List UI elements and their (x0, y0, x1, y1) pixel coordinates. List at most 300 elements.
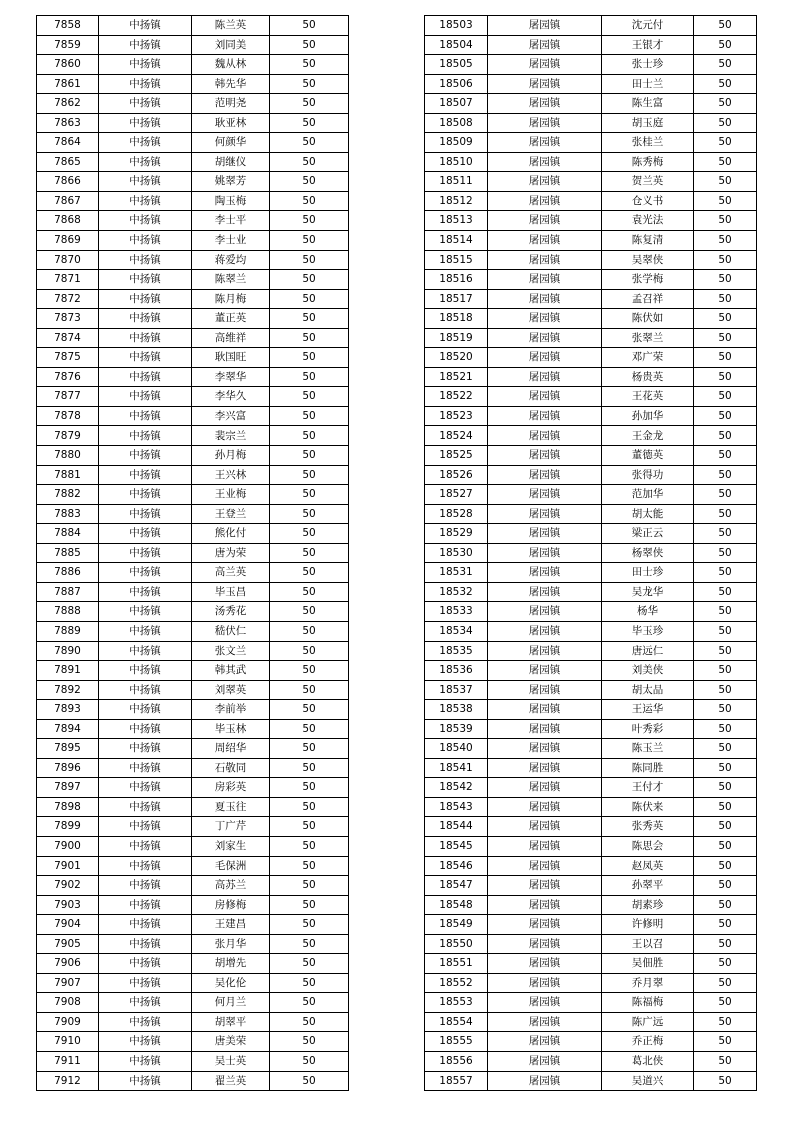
amount-cell: 50 (270, 465, 349, 485)
name-cell: 张士珍 (602, 55, 694, 75)
amount-cell: 50 (694, 661, 757, 681)
table-row (37, 934, 349, 954)
table-row (425, 16, 757, 36)
table-row (425, 426, 757, 446)
name-cell: 乔月翠 (602, 973, 694, 993)
serial-number-cell: 7896 (37, 758, 99, 778)
name-cell: 毕玉昌 (192, 582, 270, 602)
name-cell: 耿亚林 (192, 113, 270, 133)
town-cell: 屠园镇 (488, 446, 602, 466)
name-cell: 董德英 (602, 446, 694, 466)
serial-number-cell: 18515 (425, 250, 488, 270)
table-row (37, 817, 349, 837)
amount-cell: 50 (270, 602, 349, 622)
serial-number-cell: 18553 (425, 993, 488, 1013)
town-cell: 中扬镇 (99, 954, 192, 974)
serial-number-cell: 7877 (37, 387, 99, 407)
amount-cell: 50 (694, 465, 757, 485)
name-cell: 裴宗兰 (192, 426, 270, 446)
amount-cell: 50 (694, 113, 757, 133)
name-cell: 杨华 (602, 602, 694, 622)
table-row (425, 1012, 757, 1032)
town-cell: 中扬镇 (99, 1032, 192, 1052)
table-row (37, 621, 349, 641)
town-cell: 中扬镇 (99, 543, 192, 563)
serial-number-cell: 7860 (37, 55, 99, 75)
name-cell: 葛北侠 (602, 1051, 694, 1071)
serial-number-cell: 18551 (425, 954, 488, 974)
town-cell: 中扬镇 (99, 231, 192, 251)
table-row (37, 700, 349, 720)
table-row (37, 446, 349, 466)
amount-cell: 50 (270, 543, 349, 563)
amount-cell: 50 (270, 641, 349, 661)
town-cell: 屠园镇 (488, 152, 602, 172)
amount-cell: 50 (694, 1071, 757, 1091)
serial-number-cell: 18510 (425, 152, 488, 172)
amount-cell: 50 (270, 133, 349, 153)
amount-cell: 50 (270, 954, 349, 974)
name-cell: 王银才 (602, 35, 694, 55)
town-cell: 屠园镇 (488, 1012, 602, 1032)
table-row (425, 973, 757, 993)
name-cell: 李士平 (192, 211, 270, 231)
table-row (425, 94, 757, 114)
table-row (37, 758, 349, 778)
name-cell: 孙加华 (602, 406, 694, 426)
town-cell: 屠园镇 (488, 348, 602, 368)
serial-number-cell: 18509 (425, 133, 488, 153)
amount-cell: 50 (270, 621, 349, 641)
town-cell: 屠园镇 (488, 94, 602, 114)
name-cell: 嵇伏仁 (192, 621, 270, 641)
table-row (37, 289, 349, 309)
name-cell: 王建昌 (192, 915, 270, 935)
table-row (37, 602, 349, 622)
town-cell: 中扬镇 (99, 680, 192, 700)
amount-cell: 50 (270, 387, 349, 407)
amount-cell: 50 (694, 758, 757, 778)
serial-number-cell: 7910 (37, 1032, 99, 1052)
name-cell: 魏从林 (192, 55, 270, 75)
serial-number-cell: 18517 (425, 289, 488, 309)
serial-number-cell: 7904 (37, 915, 99, 935)
table-row (37, 563, 349, 583)
table-row (37, 719, 349, 739)
town-cell: 屠园镇 (488, 309, 602, 329)
table-row (37, 465, 349, 485)
amount-cell: 50 (694, 582, 757, 602)
name-cell: 王花英 (602, 387, 694, 407)
serial-number-cell: 18540 (425, 739, 488, 759)
amount-cell: 50 (270, 1012, 349, 1032)
serial-number-cell: 7861 (37, 74, 99, 94)
amount-cell: 50 (270, 55, 349, 75)
serial-number-cell: 7906 (37, 954, 99, 974)
town-cell: 中扬镇 (99, 191, 192, 211)
name-cell: 高苏兰 (192, 876, 270, 896)
name-cell: 陈思会 (602, 836, 694, 856)
name-cell: 袁光法 (602, 211, 694, 231)
amount-cell: 50 (270, 563, 349, 583)
amount-cell: 50 (270, 250, 349, 270)
name-cell: 陈福梅 (602, 993, 694, 1013)
amount-cell: 50 (694, 563, 757, 583)
table-row (37, 270, 349, 290)
name-cell: 汤秀花 (192, 602, 270, 622)
table-row (425, 817, 757, 837)
town-cell: 屠园镇 (488, 876, 602, 896)
amount-cell: 50 (694, 641, 757, 661)
serial-number-cell: 7873 (37, 309, 99, 329)
table-row (425, 1051, 757, 1071)
table-row (37, 778, 349, 798)
town-cell: 中扬镇 (99, 739, 192, 759)
table-row (425, 543, 757, 563)
town-cell: 屠园镇 (488, 993, 602, 1013)
amount-cell: 50 (270, 446, 349, 466)
table-row (425, 700, 757, 720)
amount-cell: 50 (270, 270, 349, 290)
name-cell: 陈秀梅 (602, 152, 694, 172)
town-cell: 中扬镇 (99, 973, 192, 993)
town-cell: 中扬镇 (99, 582, 192, 602)
amount-cell: 50 (694, 16, 757, 36)
name-cell: 吴士英 (192, 1051, 270, 1071)
town-cell: 屠园镇 (488, 211, 602, 231)
amount-cell: 50 (270, 680, 349, 700)
amount-cell: 50 (270, 406, 349, 426)
town-cell: 中扬镇 (99, 426, 192, 446)
name-cell: 陈兰英 (192, 16, 270, 36)
table-row (425, 270, 757, 290)
town-cell: 中扬镇 (99, 700, 192, 720)
town-cell: 屠园镇 (488, 563, 602, 583)
serial-number-cell: 7889 (37, 621, 99, 641)
amount-cell: 50 (694, 1051, 757, 1071)
name-cell: 胡太品 (602, 680, 694, 700)
amount-cell: 50 (694, 993, 757, 1013)
name-cell: 吴道兴 (602, 1071, 694, 1091)
amount-cell: 50 (694, 836, 757, 856)
town-cell: 屠园镇 (488, 485, 602, 505)
amount-cell: 50 (270, 35, 349, 55)
town-cell: 屠园镇 (488, 35, 602, 55)
name-cell: 刘家生 (192, 836, 270, 856)
amount-cell: 50 (694, 485, 757, 505)
town-cell: 中扬镇 (99, 55, 192, 75)
serial-number-cell: 18539 (425, 719, 488, 739)
serial-number-cell: 7912 (37, 1071, 99, 1091)
serial-number-cell: 7864 (37, 133, 99, 153)
table-row (425, 289, 757, 309)
name-cell: 乔正梅 (602, 1032, 694, 1052)
amount-cell: 50 (694, 1032, 757, 1052)
amount-cell: 50 (270, 289, 349, 309)
amount-cell: 50 (270, 191, 349, 211)
table-row (37, 1032, 349, 1052)
town-cell: 中扬镇 (99, 172, 192, 192)
serial-number-cell: 18556 (425, 1051, 488, 1071)
town-cell: 屠园镇 (488, 895, 602, 915)
name-cell: 孙翠平 (602, 876, 694, 896)
amount-cell: 50 (694, 915, 757, 935)
amount-cell: 50 (694, 504, 757, 524)
serial-number-cell: 18522 (425, 387, 488, 407)
amount-cell: 50 (270, 524, 349, 544)
table-row (37, 661, 349, 681)
town-cell: 中扬镇 (99, 113, 192, 133)
town-cell: 中扬镇 (99, 524, 192, 544)
name-cell: 毕玉珍 (602, 621, 694, 641)
serial-number-cell: 18507 (425, 94, 488, 114)
name-cell: 叶秀彩 (602, 719, 694, 739)
name-cell: 石敬同 (192, 758, 270, 778)
table-row (425, 680, 757, 700)
town-cell: 中扬镇 (99, 602, 192, 622)
table-row (425, 485, 757, 505)
name-cell: 张学梅 (602, 270, 694, 290)
town-cell: 中扬镇 (99, 856, 192, 876)
table-row (425, 211, 757, 231)
name-cell: 王登兰 (192, 504, 270, 524)
serial-number-cell: 18520 (425, 348, 488, 368)
table-row (425, 582, 757, 602)
serial-number-cell: 7897 (37, 778, 99, 798)
town-cell: 中扬镇 (99, 485, 192, 505)
amount-cell: 50 (270, 700, 349, 720)
town-cell: 屠园镇 (488, 74, 602, 94)
table-row (37, 680, 349, 700)
amount-cell: 50 (270, 328, 349, 348)
town-cell: 屠园镇 (488, 915, 602, 935)
name-cell: 杨翠侠 (602, 543, 694, 563)
table-row (37, 797, 349, 817)
name-cell: 王付才 (602, 778, 694, 798)
town-cell: 中扬镇 (99, 152, 192, 172)
table-row (425, 641, 757, 661)
name-cell: 陈玉兰 (602, 739, 694, 759)
town-cell: 中扬镇 (99, 74, 192, 94)
table-row (425, 719, 757, 739)
table-row (425, 152, 757, 172)
serial-number-cell: 7880 (37, 446, 99, 466)
table-row (37, 250, 349, 270)
serial-number-cell: 7892 (37, 680, 99, 700)
town-cell: 中扬镇 (99, 211, 192, 231)
table-row (37, 211, 349, 231)
amount-cell: 50 (270, 934, 349, 954)
table-row (37, 915, 349, 935)
town-cell: 中扬镇 (99, 309, 192, 329)
name-cell: 赵凤英 (602, 856, 694, 876)
town-cell: 屠园镇 (488, 758, 602, 778)
name-cell: 胡增先 (192, 954, 270, 974)
amount-cell: 50 (270, 739, 349, 759)
serial-number-cell: 18506 (425, 74, 488, 94)
name-cell: 范明尧 (192, 94, 270, 114)
name-cell: 张秀英 (602, 817, 694, 837)
town-cell: 屠园镇 (488, 250, 602, 270)
table-row (425, 387, 757, 407)
amount-cell: 50 (694, 680, 757, 700)
serial-number-cell: 7907 (37, 973, 99, 993)
serial-number-cell: 7876 (37, 367, 99, 387)
serial-number-cell: 7882 (37, 485, 99, 505)
serial-number-cell: 7875 (37, 348, 99, 368)
name-cell: 孙月梅 (192, 446, 270, 466)
amount-cell: 50 (270, 211, 349, 231)
table-row (37, 426, 349, 446)
town-cell: 屠园镇 (488, 719, 602, 739)
name-cell: 唐远仁 (602, 641, 694, 661)
serial-number-cell: 7879 (37, 426, 99, 446)
table-row (425, 172, 757, 192)
table-row (425, 406, 757, 426)
serial-number-cell: 7894 (37, 719, 99, 739)
amount-cell: 50 (694, 55, 757, 75)
town-cell: 中扬镇 (99, 641, 192, 661)
table-row (425, 74, 757, 94)
table-row (425, 328, 757, 348)
table-row (37, 485, 349, 505)
name-cell: 高兰英 (192, 563, 270, 583)
amount-cell: 50 (270, 758, 349, 778)
table-row (37, 406, 349, 426)
amount-cell: 50 (694, 348, 757, 368)
amount-cell: 50 (694, 973, 757, 993)
serial-number-cell: 7905 (37, 934, 99, 954)
town-cell: 中扬镇 (99, 621, 192, 641)
name-cell: 房彩英 (192, 778, 270, 798)
serial-number-cell: 18523 (425, 406, 488, 426)
serial-number-cell: 18525 (425, 446, 488, 466)
amount-cell: 50 (270, 367, 349, 387)
name-cell: 韩先华 (192, 74, 270, 94)
name-cell: 李兴富 (192, 406, 270, 426)
amount-cell: 50 (270, 915, 349, 935)
serial-number-cell: 18541 (425, 758, 488, 778)
table-row (425, 895, 757, 915)
name-cell: 刘同美 (192, 35, 270, 55)
table-row (37, 387, 349, 407)
table-row (425, 55, 757, 75)
amount-cell: 50 (270, 426, 349, 446)
amount-cell: 50 (694, 446, 757, 466)
serial-number-cell: 7883 (37, 504, 99, 524)
table-row (425, 1032, 757, 1052)
roster-table-body (37, 16, 349, 1091)
amount-cell: 50 (694, 895, 757, 915)
serial-number-cell: 7898 (37, 797, 99, 817)
table-row (425, 778, 757, 798)
serial-number-cell: 18518 (425, 309, 488, 329)
town-cell: 屠园镇 (488, 661, 602, 681)
serial-number-cell: 7858 (37, 16, 99, 36)
amount-cell: 50 (694, 211, 757, 231)
name-cell: 胡太能 (602, 504, 694, 524)
table-row (37, 876, 349, 896)
name-cell: 沈元付 (602, 16, 694, 36)
name-cell: 李前举 (192, 700, 270, 720)
table-row (37, 739, 349, 759)
town-cell: 中扬镇 (99, 406, 192, 426)
table-row (37, 973, 349, 993)
table-row (37, 74, 349, 94)
name-cell: 周绍华 (192, 739, 270, 759)
serial-number-cell: 7862 (37, 94, 99, 114)
roster-table-left (36, 15, 349, 1091)
table-row (425, 876, 757, 896)
serial-number-cell: 18546 (425, 856, 488, 876)
town-cell: 屠园镇 (488, 133, 602, 153)
serial-number-cell: 18511 (425, 172, 488, 192)
name-cell: 王兴林 (192, 465, 270, 485)
town-cell: 中扬镇 (99, 250, 192, 270)
serial-number-cell: 7895 (37, 739, 99, 759)
town-cell: 屠园镇 (488, 289, 602, 309)
table-row (37, 35, 349, 55)
town-cell: 屠园镇 (488, 797, 602, 817)
name-cell: 韩其武 (192, 661, 270, 681)
amount-cell: 50 (270, 661, 349, 681)
table-row (425, 35, 757, 55)
serial-number-cell: 7888 (37, 602, 99, 622)
name-cell: 唐为荣 (192, 543, 270, 563)
town-cell: 屠园镇 (488, 504, 602, 524)
serial-number-cell: 18521 (425, 367, 488, 387)
name-cell: 陈伏如 (602, 309, 694, 329)
table-row (425, 739, 757, 759)
town-cell: 屠园镇 (488, 328, 602, 348)
amount-cell: 50 (694, 700, 757, 720)
name-cell: 刘美侠 (602, 661, 694, 681)
amount-cell: 50 (694, 133, 757, 153)
amount-cell: 50 (270, 1071, 349, 1091)
town-cell: 中扬镇 (99, 133, 192, 153)
town-cell: 屠园镇 (488, 231, 602, 251)
serial-number-cell: 18531 (425, 563, 488, 583)
town-cell: 中扬镇 (99, 758, 192, 778)
name-cell: 董正英 (192, 309, 270, 329)
town-cell: 屠园镇 (488, 524, 602, 544)
town-cell: 屠园镇 (488, 426, 602, 446)
table-row (425, 309, 757, 329)
amount-cell: 50 (694, 191, 757, 211)
serial-number-cell: 18554 (425, 1012, 488, 1032)
amount-cell: 50 (694, 876, 757, 896)
serial-number-cell: 18557 (425, 1071, 488, 1091)
town-cell: 屠园镇 (488, 641, 602, 661)
serial-number-cell: 18514 (425, 231, 488, 251)
town-cell: 中扬镇 (99, 367, 192, 387)
table-row (425, 1071, 757, 1091)
serial-number-cell: 7893 (37, 700, 99, 720)
serial-number-cell: 7870 (37, 250, 99, 270)
name-cell: 仓义书 (602, 191, 694, 211)
table-row (425, 758, 757, 778)
town-cell: 中扬镇 (99, 35, 192, 55)
town-cell: 屠园镇 (488, 836, 602, 856)
town-cell: 屠园镇 (488, 817, 602, 837)
serial-number-cell: 18534 (425, 621, 488, 641)
town-cell: 中扬镇 (99, 1051, 192, 1071)
roster-table-body (425, 16, 757, 1091)
serial-number-cell: 18548 (425, 895, 488, 915)
serial-number-cell: 18533 (425, 602, 488, 622)
name-cell: 蒋爱均 (192, 250, 270, 270)
serial-number-cell: 7903 (37, 895, 99, 915)
